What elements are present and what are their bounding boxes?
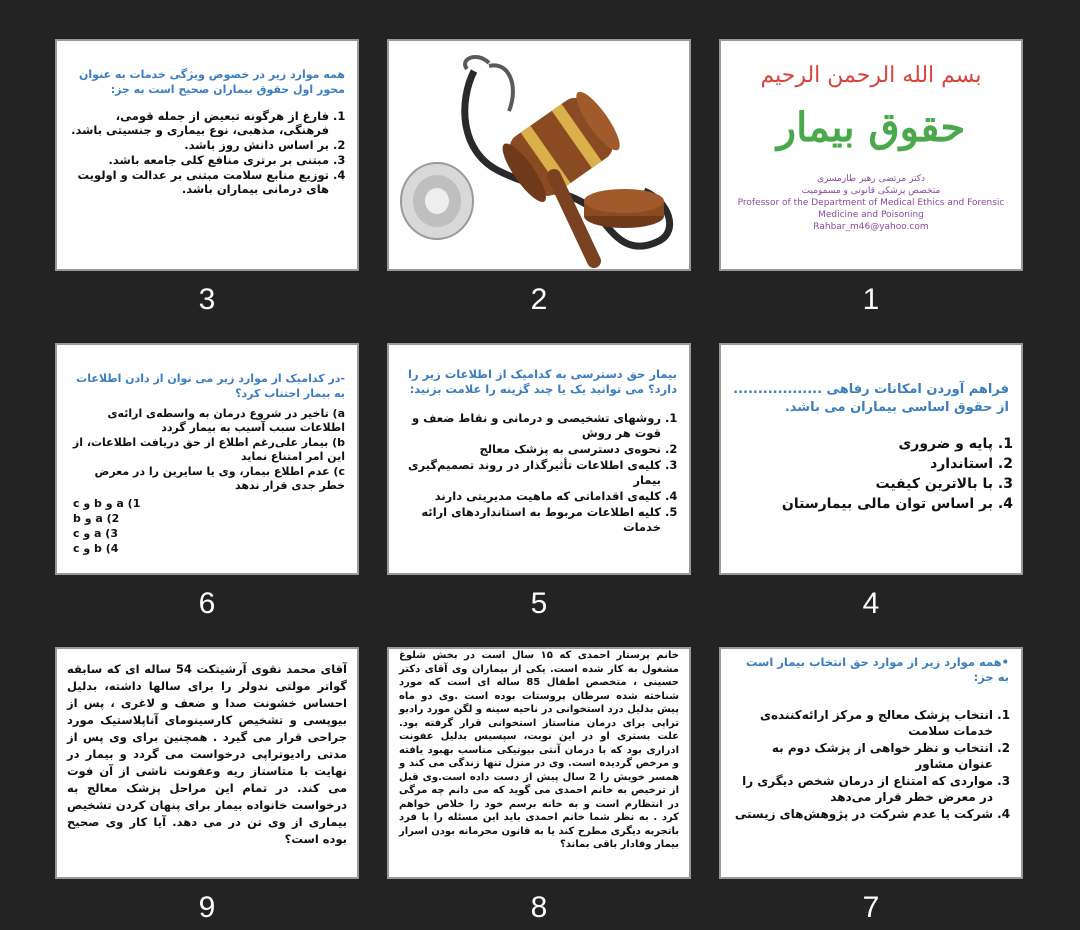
slide-6-statement-a: a) تاخیر در شروع درمان به واسطه‌ی ارائه‌ی اطلاعات سبب آسیب به بیمار گردد xyxy=(107,407,345,434)
slide-thumbnail-9[interactable] xyxy=(55,647,359,925)
slide-7-option-2: 2. انتخاب و نظر خواهی از پزشک دوم به عنوان مشاور xyxy=(733,740,993,772)
slide-5-option-2: 2. نحوه‌ی دسترسی به پزشک معالج xyxy=(401,442,661,457)
slide-6-statement-b: b) بیمار علی‌رغم اطلاع از حق دریافت اطلاعات، از این امر امتناع نماید xyxy=(72,436,345,463)
slide-5-canvas xyxy=(387,343,691,575)
slide-3-option-4: 4. توزیع منابع سلامت مبتنی بر عدالت و اولویت های درمانی بیماران باشد. xyxy=(69,168,329,196)
slide-6-question: -در کدامیک از موارد زیر می توان از دادن اطلاعات به بیمار اجتناب کرد؟ xyxy=(76,372,345,400)
slide-number-1: 1 xyxy=(862,283,880,316)
slide-3-option-1: 1. فارغ از هرگونه تبعیض از جمله قومی، فرهنگی، مذهبی، نوع بیماری و جنسیتی باشد. xyxy=(69,109,329,137)
slide-7-option-4: 4. شرکت یا عدم شرکت در پژوهش‌های زیستی xyxy=(733,806,993,822)
slide-thumbnail-7[interactable] xyxy=(719,647,1023,925)
slide-6-option-4: 4) b و c xyxy=(73,542,119,555)
slide-7-question: •همه موارد زیر از موارد حق انتخاب بیمار است به جز: xyxy=(745,655,1009,684)
slide-6-options xyxy=(69,497,345,556)
slide-1-canvas xyxy=(719,39,1023,271)
slide-3-canvas xyxy=(55,39,359,271)
slide-number-8: 8 xyxy=(530,891,548,924)
slide-4-option-3: 3. با بالاترین کیفیت xyxy=(733,475,993,494)
slide-4-canvas xyxy=(719,343,1023,575)
slide-1-subtitle: حقوق بیمار xyxy=(776,104,966,151)
slide-9-case-text: آقای محمد نقوی آرشیتکت 54 ساله ای که سابقه گواتر مولتی ندولر را برای سالها داشته، بدلیل احساس خشونت صدا و ضعف و لاغری ، پس از بیوپسی و تشخیص کارسینومای آناپلاستیک مورد جراحی قرار می گیرد . همچنین برای وی پس از مدتی رادیوتراپی درخواست می گردد و بیمار در نهایت با متاستاز ریه وعفونت ناشی از آن فوت می کند. در تمام این مراحل پزشک معالج به درخواست خانواده بیمار برای پنهان کردن تشخیص بیماری از وی تن در می دهد. آیا کار وی صحیح بوده است؟ xyxy=(67,662,347,846)
slide-3-question: همه موارد زیر در خصوص ویژگی خدمات به عنوان محور اول حقوق بیماران صحیح است به جز: xyxy=(79,68,345,96)
slide-5-option-1: 1. روشهای تشخیصی و درمانی و نقاط ضعف و قوت هر روش xyxy=(401,411,661,441)
slide-3-option-3: 3. مبتنی بر برتری منافع کلی جامعه باشد. xyxy=(69,153,329,167)
slide-5-question: بیمار حق دسترسی به کدامیک از اطلاعات زیر را دارد؟ می توانید یک یا چند گزینه را علامت بزنید: xyxy=(408,367,677,396)
slide-3-options xyxy=(69,109,347,196)
slide-thumbnail-6[interactable] xyxy=(55,343,359,621)
slide-number-7: 7 xyxy=(862,891,880,924)
slide-3-option-2: 2. بر اساس دانش روز باشد. xyxy=(69,138,329,152)
slide-1-role-en: Professor of the Department of Medical Ethics and Forensic Medicine and Poisoning xyxy=(737,198,1005,220)
slide-7-canvas xyxy=(719,647,1023,879)
slide-6-option-3: 3) a و c xyxy=(73,527,118,540)
slide-5-option-4: 4. کلیه‌ی اقداماتی که ماهیت مدیریتی دارند xyxy=(401,489,661,504)
slide-1-author: دکتر مرتضی رهبر طارمسری xyxy=(816,174,926,184)
slide-number-3: 3 xyxy=(198,283,216,316)
slide-5-options xyxy=(401,411,679,535)
slide-number-6: 6 xyxy=(198,587,216,620)
slide-2-canvas xyxy=(387,39,691,271)
slide-4-question: فراهم آوردن امکانات رفاهی .................. از حقوق اساسی بیماران می باشد. xyxy=(733,382,1009,415)
slide-number-9: 9 xyxy=(198,891,216,924)
slide-4-option-1: 1. پایه و ضروری xyxy=(733,435,993,454)
slide-1-role: متخصص پزشکی قانونی و مسمومیت xyxy=(801,186,941,196)
slide-4-option-4: 4. بر اساس توان مالی بیمارستان xyxy=(733,495,993,514)
slide-6-statements xyxy=(69,407,345,493)
slide-5-option-3: 3. کلیه‌ی اطلاعات تأثیرگذار در روند تصمیم‌گیری بیمار xyxy=(401,458,661,488)
slide-thumbnail-4[interactable] xyxy=(719,343,1023,621)
slide-thumbnail-5[interactable] xyxy=(387,343,691,621)
slide-thumbnail-8[interactable] xyxy=(387,647,691,925)
slide-number-5: 5 xyxy=(530,587,548,620)
slide-1-title: بسم الله الرحمن الرحیم xyxy=(760,63,982,88)
slide-1-meta xyxy=(721,173,1021,233)
slide-6-canvas xyxy=(55,343,359,575)
slide-number-2: 2 xyxy=(530,283,548,316)
slide-number-4: 4 xyxy=(862,587,880,620)
slide-4-option-2: 2. استاندارد xyxy=(733,455,993,474)
slide-4-options xyxy=(733,435,1011,514)
slide-7-option-3: 3. مواردی که امتناع از درمان شخص دیگری را در معرض خطر قرار می‌دهد xyxy=(733,773,993,805)
slide-6-option-2: 2) a و b xyxy=(73,512,120,525)
slide-thumbnail-2[interactable] xyxy=(387,39,691,317)
slide-8-canvas xyxy=(387,647,691,879)
slide-6-option-1: 1) a و b و c xyxy=(73,497,141,510)
slide-9-canvas xyxy=(55,647,359,879)
slide-7-option-1: 1. انتخاب پزشک معالج و مرکز ارائه‌کننده‌ی خدمات سلامت xyxy=(733,707,993,739)
slide-thumbnail-1[interactable] xyxy=(719,39,1023,317)
slide-5-option-5: 5. کلیه اطلاعات مربوط به استانداردهای ارائه خدمات xyxy=(401,505,661,535)
slide-6-statement-c: c) عدم اطلاع بیمار، وی یا سایرین را در معرض خطر جدی قرار ندهد xyxy=(94,465,345,492)
slide-8-case-text: خانم پرستار احمدی که ۱۵ سال است در بخش شلوغ مشغول به کار شده است. یکی از بیماران وی آقای دکتر حسینی ، متخصص اطفال 85 ساله ای است که مورد شناخته شده سرطان پروستات بوده است .وی دو ماه پیش بدلیل درد استخوانی در ناحیه سینه و لگن مورد رادیو تراپی برای درمان متاستاز استخوانی قرار گرفته بود. علت بستری او در این نوبت، سپسیس بدلیل عفونت ادراری بود که با درمان آنتی بیوتیکی مناسب بهبود یافته و مرخص گردیده است. وی در منزل تنها زندگی می کند و همسر خویش را 2 سال پیش از دست داده است.وی قبل از ترخیص به خانم احمدی می گوید که می دانم چه مرگی در انتظارم است و به خانه برسم خود را خلاص خواهم کرد . به نظر شما خانم احمدی باید این مسئله را با فرد باتجربه دیگری مطرح کند یا به قانون محرمانه بودن اسرار بیمار وفادار باقی بماند؟ xyxy=(399,650,680,850)
slide-7-options xyxy=(733,707,1011,822)
slide-thumbnail-3[interactable] xyxy=(55,39,359,317)
slide-1-email: Rahbar_m46@yahoo.com xyxy=(813,222,929,232)
stethoscope-gavel-image xyxy=(389,41,689,269)
